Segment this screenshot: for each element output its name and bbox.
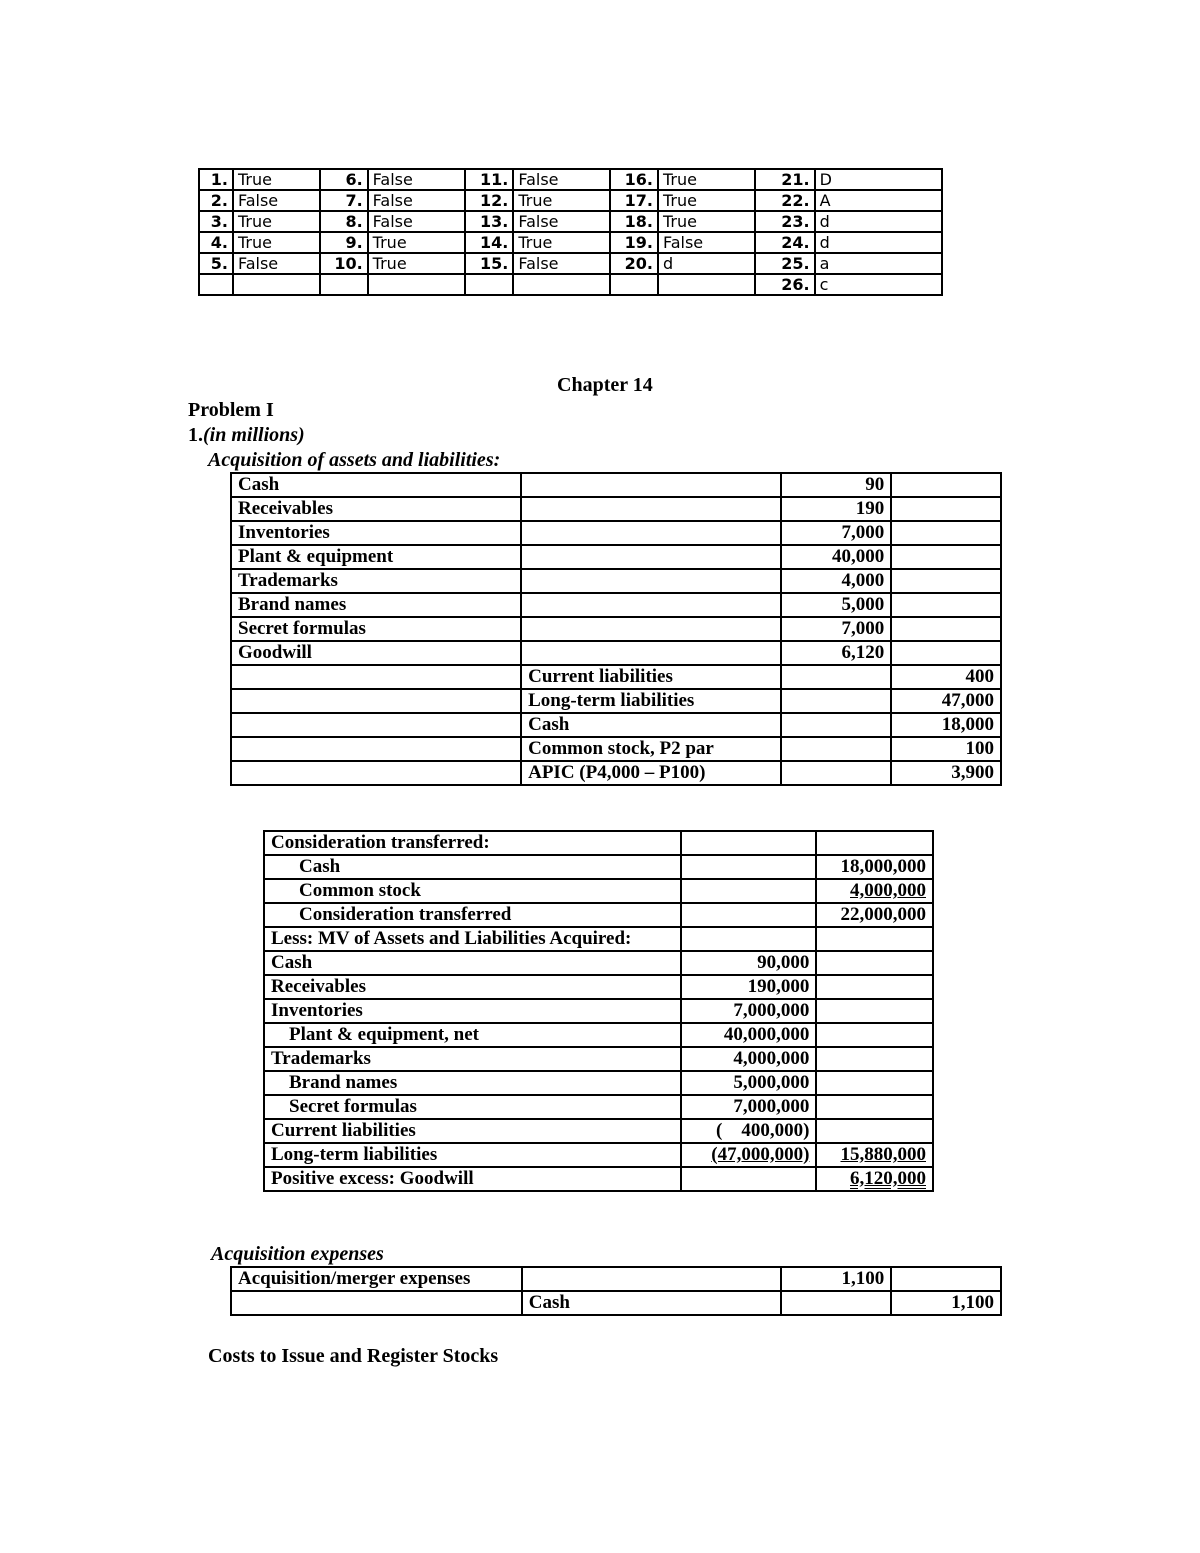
table-row bbox=[199, 190, 942, 211]
table-row bbox=[231, 617, 1001, 641]
asset-amount: 7,000,000 bbox=[681, 999, 816, 1023]
debit-amount: 40,000 bbox=[781, 545, 892, 569]
table-row bbox=[231, 761, 1001, 785]
answer-value: d bbox=[815, 232, 942, 253]
answer-number: 12. bbox=[465, 190, 513, 211]
answer-value: D bbox=[815, 169, 942, 190]
debit-amount: 190 bbox=[781, 497, 892, 521]
answer-value bbox=[513, 274, 610, 295]
answer-value bbox=[233, 274, 320, 295]
debit-amount: 90 bbox=[781, 473, 892, 497]
answer-key-table bbox=[198, 168, 943, 296]
answer-value: True bbox=[368, 253, 466, 274]
expense-credit-account: Cash bbox=[522, 1291, 781, 1315]
problem-item-note: (in millions) bbox=[203, 424, 305, 446]
answer-number: 10. bbox=[320, 253, 368, 274]
credit-amount: 3,900 bbox=[891, 761, 1001, 785]
answer-number: 24. bbox=[755, 232, 815, 253]
answer-value: True bbox=[513, 190, 610, 211]
asset-amount: 190,000 bbox=[681, 975, 816, 999]
costs-heading: Costs to Issue and Register Stocks bbox=[208, 1345, 499, 1367]
answer-number: 16. bbox=[610, 169, 658, 190]
table-row bbox=[231, 665, 1001, 689]
table-row bbox=[264, 999, 933, 1023]
answer-number: 8. bbox=[320, 211, 368, 232]
table-row bbox=[264, 855, 933, 879]
answer-number: 1. bbox=[199, 169, 233, 190]
answer-number: 26. bbox=[755, 274, 815, 295]
debit-account: Inventories bbox=[231, 521, 521, 545]
answer-value: True bbox=[233, 211, 320, 232]
expense-journal-entry bbox=[230, 1266, 1002, 1316]
debit-account: Receivables bbox=[231, 497, 521, 521]
answer-number bbox=[610, 274, 658, 295]
table-row bbox=[199, 274, 942, 295]
answer-number: 23. bbox=[755, 211, 815, 232]
answer-number: 20. bbox=[610, 253, 658, 274]
answer-value: False bbox=[368, 211, 466, 232]
credit-amount: 400 bbox=[891, 665, 1001, 689]
less-header: Less: MV of Assets and Liabilities Acquired: bbox=[264, 927, 681, 951]
consideration-cash-amount: 18,000,000 bbox=[816, 855, 933, 879]
expense-debit-account: Acquisition/merger expenses bbox=[231, 1267, 522, 1291]
answer-value: True bbox=[233, 169, 320, 190]
asset-amount: 90,000 bbox=[681, 951, 816, 975]
debit-amount: 5,000 bbox=[781, 593, 892, 617]
answer-value: False bbox=[368, 169, 466, 190]
table-row bbox=[231, 545, 1001, 569]
answer-number bbox=[465, 274, 513, 295]
asset-amount: 4,000,000 bbox=[681, 1047, 816, 1071]
table-row bbox=[264, 1119, 933, 1143]
consideration-cash-label: Cash bbox=[264, 855, 681, 879]
debit-amount: 7,000 bbox=[781, 521, 892, 545]
answer-value bbox=[368, 274, 466, 295]
credit-account: Current liabilities bbox=[521, 665, 781, 689]
table-row bbox=[264, 951, 933, 975]
answer-number: 25. bbox=[755, 253, 815, 274]
answer-value: True bbox=[658, 190, 755, 211]
asset-amount: ( 400,000) bbox=[681, 1119, 816, 1143]
answer-number: 3. bbox=[199, 211, 233, 232]
problem-item-number: 1. bbox=[188, 424, 203, 446]
problem-item bbox=[188, 423, 305, 447]
answer-value: True bbox=[658, 169, 755, 190]
goodwill-label: Positive excess: Goodwill bbox=[264, 1167, 681, 1191]
answer-number: 17. bbox=[610, 190, 658, 211]
asset-label: Secret formulas bbox=[264, 1095, 681, 1119]
goodwill-amount: 6,120,000 bbox=[816, 1167, 933, 1191]
answer-number: 9. bbox=[320, 232, 368, 253]
chapter-title: Chapter 14 bbox=[557, 374, 653, 396]
credit-account: Cash bbox=[521, 713, 781, 737]
long-term-amount: (47,000,000) bbox=[681, 1143, 816, 1167]
asset-label: Trademarks bbox=[264, 1047, 681, 1071]
credit-account: Common stock, P2 par bbox=[521, 737, 781, 761]
asset-label: Inventories bbox=[264, 999, 681, 1023]
answer-value bbox=[658, 274, 755, 295]
acquisition-journal-entry bbox=[230, 472, 1002, 786]
answer-value: True bbox=[233, 232, 320, 253]
answer-number: 22. bbox=[755, 190, 815, 211]
acquisition-heading: Acquisition of assets and liabilities: bbox=[208, 449, 501, 471]
table-row bbox=[231, 593, 1001, 617]
answer-number bbox=[199, 274, 233, 295]
answer-number: 14. bbox=[465, 232, 513, 253]
answer-value: c bbox=[815, 274, 942, 295]
answer-value: False bbox=[513, 211, 610, 232]
debit-account: Plant & equipment bbox=[231, 545, 521, 569]
table-row bbox=[264, 1143, 933, 1167]
expense-debit-amount: 1,100 bbox=[781, 1267, 892, 1291]
answer-value: False bbox=[368, 190, 466, 211]
answer-number: 11. bbox=[465, 169, 513, 190]
credit-account: APIC (P4,000 – P100) bbox=[521, 761, 781, 785]
answer-value: True bbox=[513, 232, 610, 253]
consideration-stock-amount: 4,000,000 bbox=[816, 879, 933, 903]
credit-amount: 47,000 bbox=[891, 689, 1001, 713]
table-row bbox=[264, 1095, 933, 1119]
answer-value: d bbox=[658, 253, 755, 274]
answer-number: 21. bbox=[755, 169, 815, 190]
asset-amount: 7,000,000 bbox=[681, 1095, 816, 1119]
table-row bbox=[199, 232, 942, 253]
answer-number: 6. bbox=[320, 169, 368, 190]
table-row bbox=[264, 903, 933, 927]
debit-account: Cash bbox=[231, 473, 521, 497]
debit-amount: 4,000 bbox=[781, 569, 892, 593]
credit-account: Long-term liabilities bbox=[521, 689, 781, 713]
credit-amount: 18,000 bbox=[891, 713, 1001, 737]
table-row bbox=[264, 1167, 933, 1191]
answer-number: 7. bbox=[320, 190, 368, 211]
expense-heading: Acquisition expenses bbox=[211, 1243, 384, 1265]
answer-value: True bbox=[368, 232, 466, 253]
answer-number: 15. bbox=[465, 253, 513, 274]
table-row bbox=[264, 975, 933, 999]
table-row bbox=[231, 1267, 1001, 1291]
asset-amount: 5,000,000 bbox=[681, 1071, 816, 1095]
consideration-total-amount: 22,000,000 bbox=[816, 903, 933, 927]
answer-value: a bbox=[815, 253, 942, 274]
expense-credit-amount: 1,100 bbox=[891, 1291, 1001, 1315]
table-row bbox=[231, 521, 1001, 545]
answer-number: 4. bbox=[199, 232, 233, 253]
answer-number: 18. bbox=[610, 211, 658, 232]
table-row bbox=[231, 713, 1001, 737]
table-row bbox=[264, 1071, 933, 1095]
debit-account: Brand names bbox=[231, 593, 521, 617]
answer-value: A bbox=[815, 190, 942, 211]
asset-label: Receivables bbox=[264, 975, 681, 999]
table-row bbox=[231, 689, 1001, 713]
answer-value: False bbox=[658, 232, 755, 253]
table-row bbox=[264, 1023, 933, 1047]
consideration-header: Consideration transferred: bbox=[264, 831, 681, 855]
table-row bbox=[231, 737, 1001, 761]
asset-label: Brand names bbox=[264, 1071, 681, 1095]
answer-value: d bbox=[815, 211, 942, 232]
asset-label: Plant & equipment, net bbox=[264, 1023, 681, 1047]
table-row bbox=[264, 927, 933, 951]
debit-account: Goodwill bbox=[231, 641, 521, 665]
asset-label: Current liabilities bbox=[264, 1119, 681, 1143]
table-row bbox=[231, 473, 1001, 497]
debit-amount: 7,000 bbox=[781, 617, 892, 641]
table-row bbox=[199, 253, 942, 274]
problem-title: Problem I bbox=[188, 399, 274, 421]
consideration-computation-table bbox=[263, 830, 934, 1192]
table-row bbox=[264, 1047, 933, 1071]
answer-value: False bbox=[233, 190, 320, 211]
answer-value: False bbox=[513, 253, 610, 274]
table-row bbox=[264, 831, 933, 855]
answer-value: True bbox=[658, 211, 755, 232]
table-row bbox=[264, 879, 933, 903]
table-row bbox=[231, 569, 1001, 593]
answer-value: False bbox=[513, 169, 610, 190]
table-row bbox=[231, 497, 1001, 521]
answer-number: 13. bbox=[465, 211, 513, 232]
table-row bbox=[199, 211, 942, 232]
table-row bbox=[231, 1291, 1001, 1315]
answer-value: False bbox=[233, 253, 320, 274]
answer-number: 19. bbox=[610, 232, 658, 253]
asset-amount: 40,000,000 bbox=[681, 1023, 816, 1047]
asset-label: Cash bbox=[264, 951, 681, 975]
long-term-label: Long-term liabilities bbox=[264, 1143, 681, 1167]
debit-account: Secret formulas bbox=[231, 617, 521, 641]
table-row bbox=[199, 169, 942, 190]
debit-amount: 6,120 bbox=[781, 641, 892, 665]
consideration-total-label: Consideration transferred bbox=[264, 903, 681, 927]
answer-number bbox=[320, 274, 368, 295]
table-row bbox=[231, 641, 1001, 665]
debit-account: Trademarks bbox=[231, 569, 521, 593]
consideration-stock-label: Common stock bbox=[264, 879, 681, 903]
net-assets-amount: 15,880,000 bbox=[816, 1143, 933, 1167]
answer-number: 2. bbox=[199, 190, 233, 211]
credit-amount: 100 bbox=[891, 737, 1001, 761]
answer-number: 5. bbox=[199, 253, 233, 274]
